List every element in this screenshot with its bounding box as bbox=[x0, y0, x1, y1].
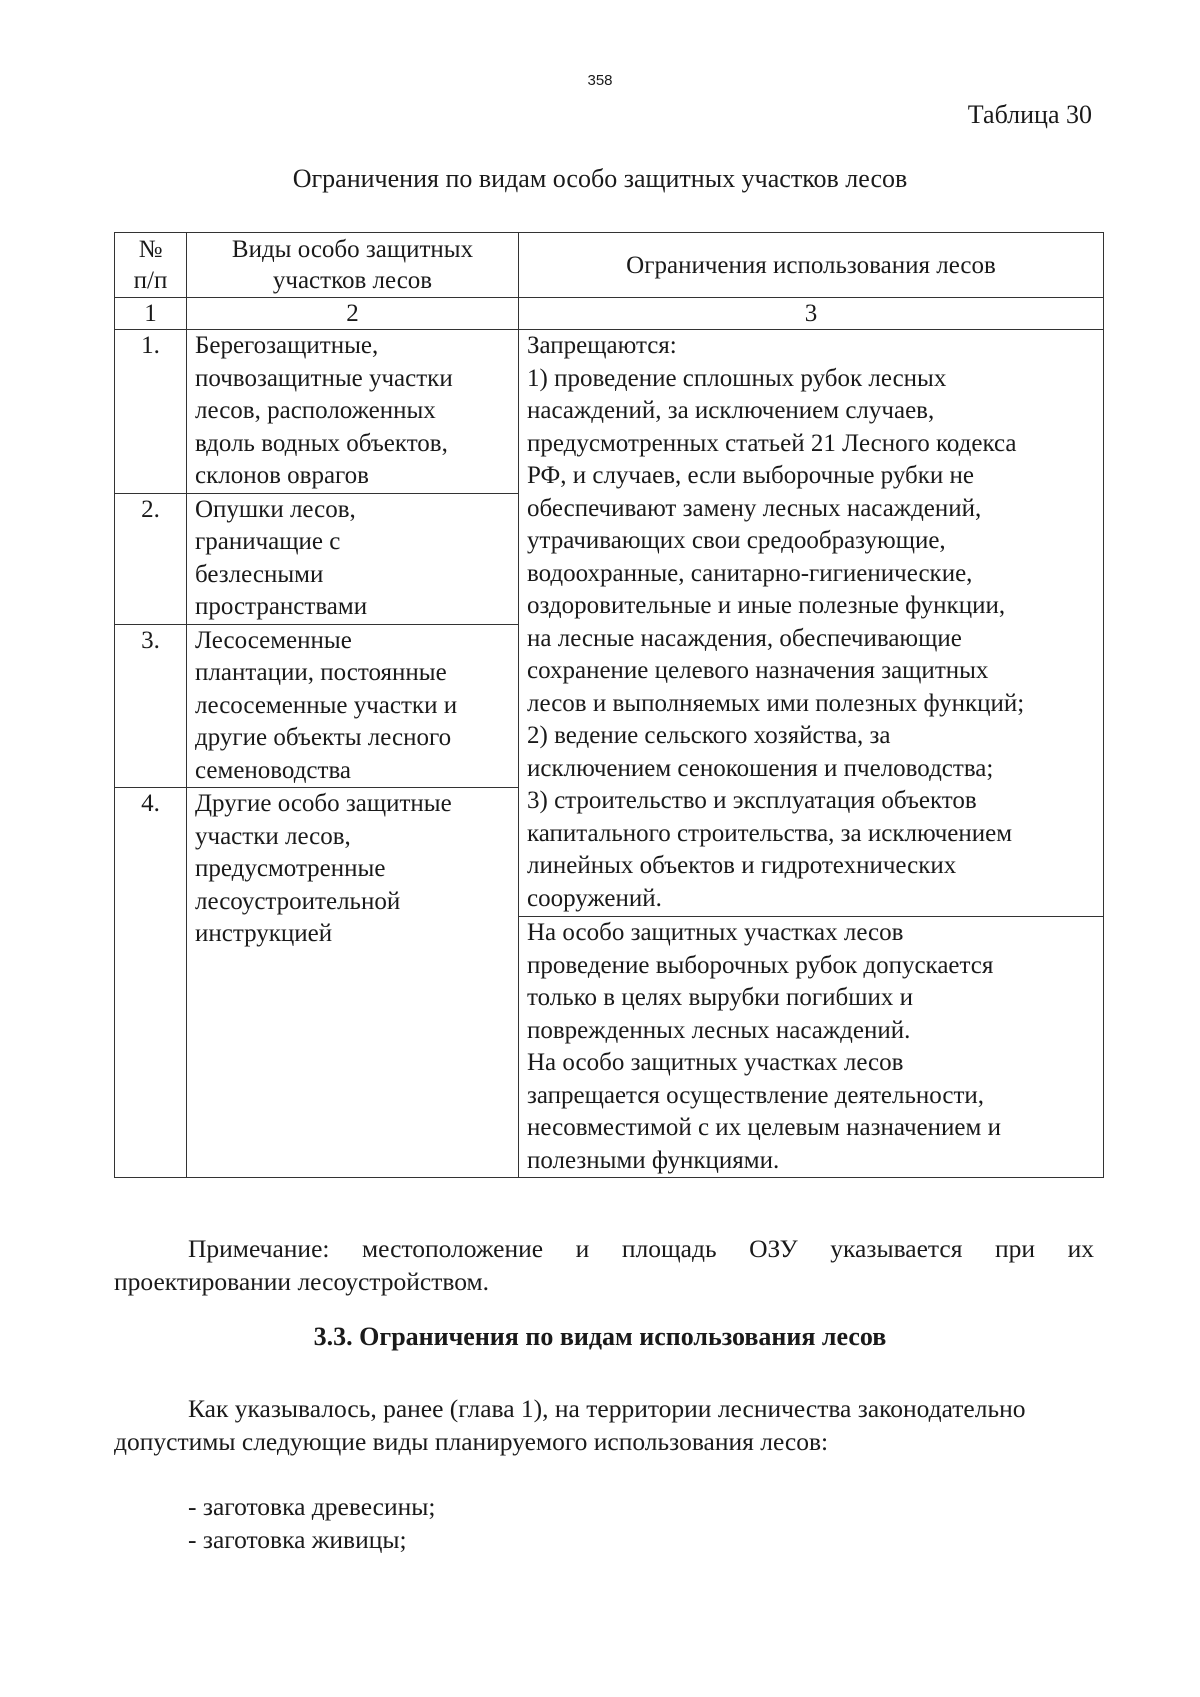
restrictions-prohibited: Запрещаются: 1) проведение сплошных рубок лесных насаждений, за исключением случаев, предусмотренных статьей 21 Лесного кодекса РФ, и случаев, если выборочные рубки не обеспечивают замену лесных насаждений, утрачивающих свои средообразующие, водоохранные, санитарно-гигиенические, оздоровительные и иные полезные функции, на лесные насаждения, обеспечивающие сохранение целевого назначения защитных лесов и выполняемых ими полезных функций; 2) ведение сельского хозяйства, за исключением сенокошения и пчеловодства; 3) строительство и эксплуатация объектов капитального строительства, за исключением линейных объектов и гидротехнических сооружений. bbox=[527, 332, 1025, 912]
header-restrictions: Ограничения использования лесов bbox=[626, 251, 996, 279]
restrictions-selective-cutting: На особо защитных участках лесов проведение выборочных рубок допускается только в целях вырубки погибших и поврежденных лесных насаждений. На особо защитных участках лесов запрещается осуществление деятельности, несовместимой с их целевым назначением и полезными функциями. bbox=[527, 919, 1001, 1174]
row-number: 1. bbox=[141, 332, 160, 359]
row-number: 2. bbox=[141, 495, 160, 523]
usage-list bbox=[188, 1491, 436, 1556]
body-paragraph: Как указывалось, ранее (глава 1), на территории лесничества законодательно допустимы следующие виды планируемого использования лесов: bbox=[114, 1394, 1026, 1456]
row-number: 3. bbox=[141, 626, 160, 654]
header-type: Виды особо защитных участков лесов bbox=[231, 236, 474, 294]
table-header-row bbox=[115, 233, 1104, 298]
list-item: - заготовка древесины; bbox=[188, 1492, 436, 1521]
table-row bbox=[115, 330, 1104, 494]
header-number: № п/п bbox=[133, 236, 168, 294]
restrictions-table bbox=[114, 232, 1104, 1178]
row-type: Лесосеменные плантации, постоянные лесосеменные участки и другие объекты лесного семеноводства bbox=[195, 626, 458, 784]
table-label: Таблица 30 bbox=[967, 100, 1092, 129]
column-number-1: 1 bbox=[144, 300, 157, 327]
row-type: Другие особо защитные участки лесов, предусмотренные лесоустроительной инструкцией bbox=[195, 790, 452, 947]
column-number-2: 2 bbox=[346, 300, 359, 327]
table-column-numbers-row bbox=[115, 298, 1104, 330]
page-number: 358 bbox=[587, 72, 613, 89]
row-type: Берегозащитные, почвозащитные участки лесов, расположенных вдоль водных объектов, склонов оврагов bbox=[195, 332, 453, 489]
column-number-3: 3 bbox=[804, 300, 818, 327]
table-title: Ограничения по видам особо защитных участков лесов bbox=[292, 164, 908, 193]
row-number: 4. bbox=[141, 790, 160, 817]
list-item: - заготовка живицы; bbox=[188, 1524, 407, 1554]
section-title: 3.3. Ограничения по видам использования лесов bbox=[313, 1322, 887, 1351]
row-type: Опушки лесов, граничащие с безлесными пространствами bbox=[195, 495, 368, 620]
table-note: Примечание: местоположение и площадь ОЗУ указывается при их проектировании лесоустройством. bbox=[114, 1234, 1094, 1296]
